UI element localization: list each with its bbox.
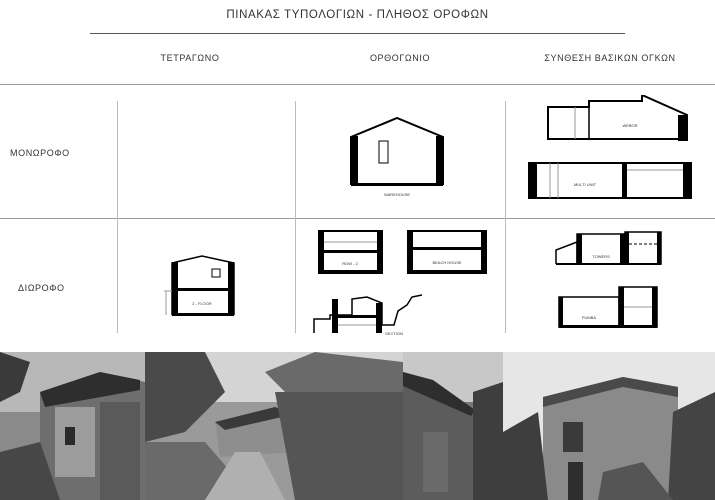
column-header-composition: ΣΥΝΘΕΣΗ ΒΑΣΙΚΩΝ ΟΓΚΩΝ	[544, 53, 676, 63]
drawing-label-beach-house: BEACH HOUSE	[432, 260, 462, 265]
grid-line-col2	[295, 101, 296, 333]
grid-line-col1	[117, 101, 118, 333]
terrain-section-drawing	[312, 293, 427, 338]
row-header-two-storey: ΔΙΩΡΟΦΟ	[18, 283, 65, 293]
drawing-label-towers: TOWERS	[592, 254, 610, 259]
beach-house-section-drawing	[407, 230, 487, 275]
drawing-label-room2: ROW - 2	[342, 261, 358, 266]
column-header-square: ΤΕΤΡΑΓΩΝΟ	[160, 53, 220, 63]
row-header-single-storey: ΜΟΝΩΡΟΦΟ	[10, 148, 70, 158]
pumba-section-drawing	[557, 285, 662, 330]
multi-unit-plan-drawing	[528, 162, 693, 200]
two-floor-section-drawing	[162, 255, 242, 317]
drawing-label-multi-unit: MULTI UNIT	[573, 182, 597, 187]
photo-stone-house-2	[403, 352, 503, 500]
drawing-label-section: SECTION	[385, 331, 403, 336]
photo-village-path	[145, 352, 403, 500]
photo-stone-tower	[503, 352, 715, 500]
grid-line-col3	[505, 101, 506, 333]
room2-section-drawing	[318, 230, 384, 275]
towers-section-drawing	[555, 230, 665, 268]
title-rule	[90, 33, 625, 34]
drawing-label-bigroof: WEBOR	[622, 123, 638, 128]
drawing-label-two-floor: 2 - FLOOR	[192, 301, 212, 306]
drawing-label-pumba: PUMBA	[581, 315, 597, 320]
column-header-rectangular: ΟΡΘΟΓΩΝΙΟ	[369, 53, 431, 63]
composition-roof-drawing	[545, 95, 695, 145]
grid-line-top	[0, 84, 715, 85]
warehouse-section-drawing	[350, 117, 445, 199]
page-title: ΠΙΝΑΚΑΣ ΤΥΠΟΛΟΓΙΩΝ - ΠΛΗΘΟΣ ΟΡΟΦΩΝ	[226, 9, 489, 21]
grid-line-middle	[0, 218, 715, 219]
photo-stone-house-1	[0, 352, 145, 500]
drawing-label-warehouse: WAREHOUSE	[383, 192, 411, 197]
